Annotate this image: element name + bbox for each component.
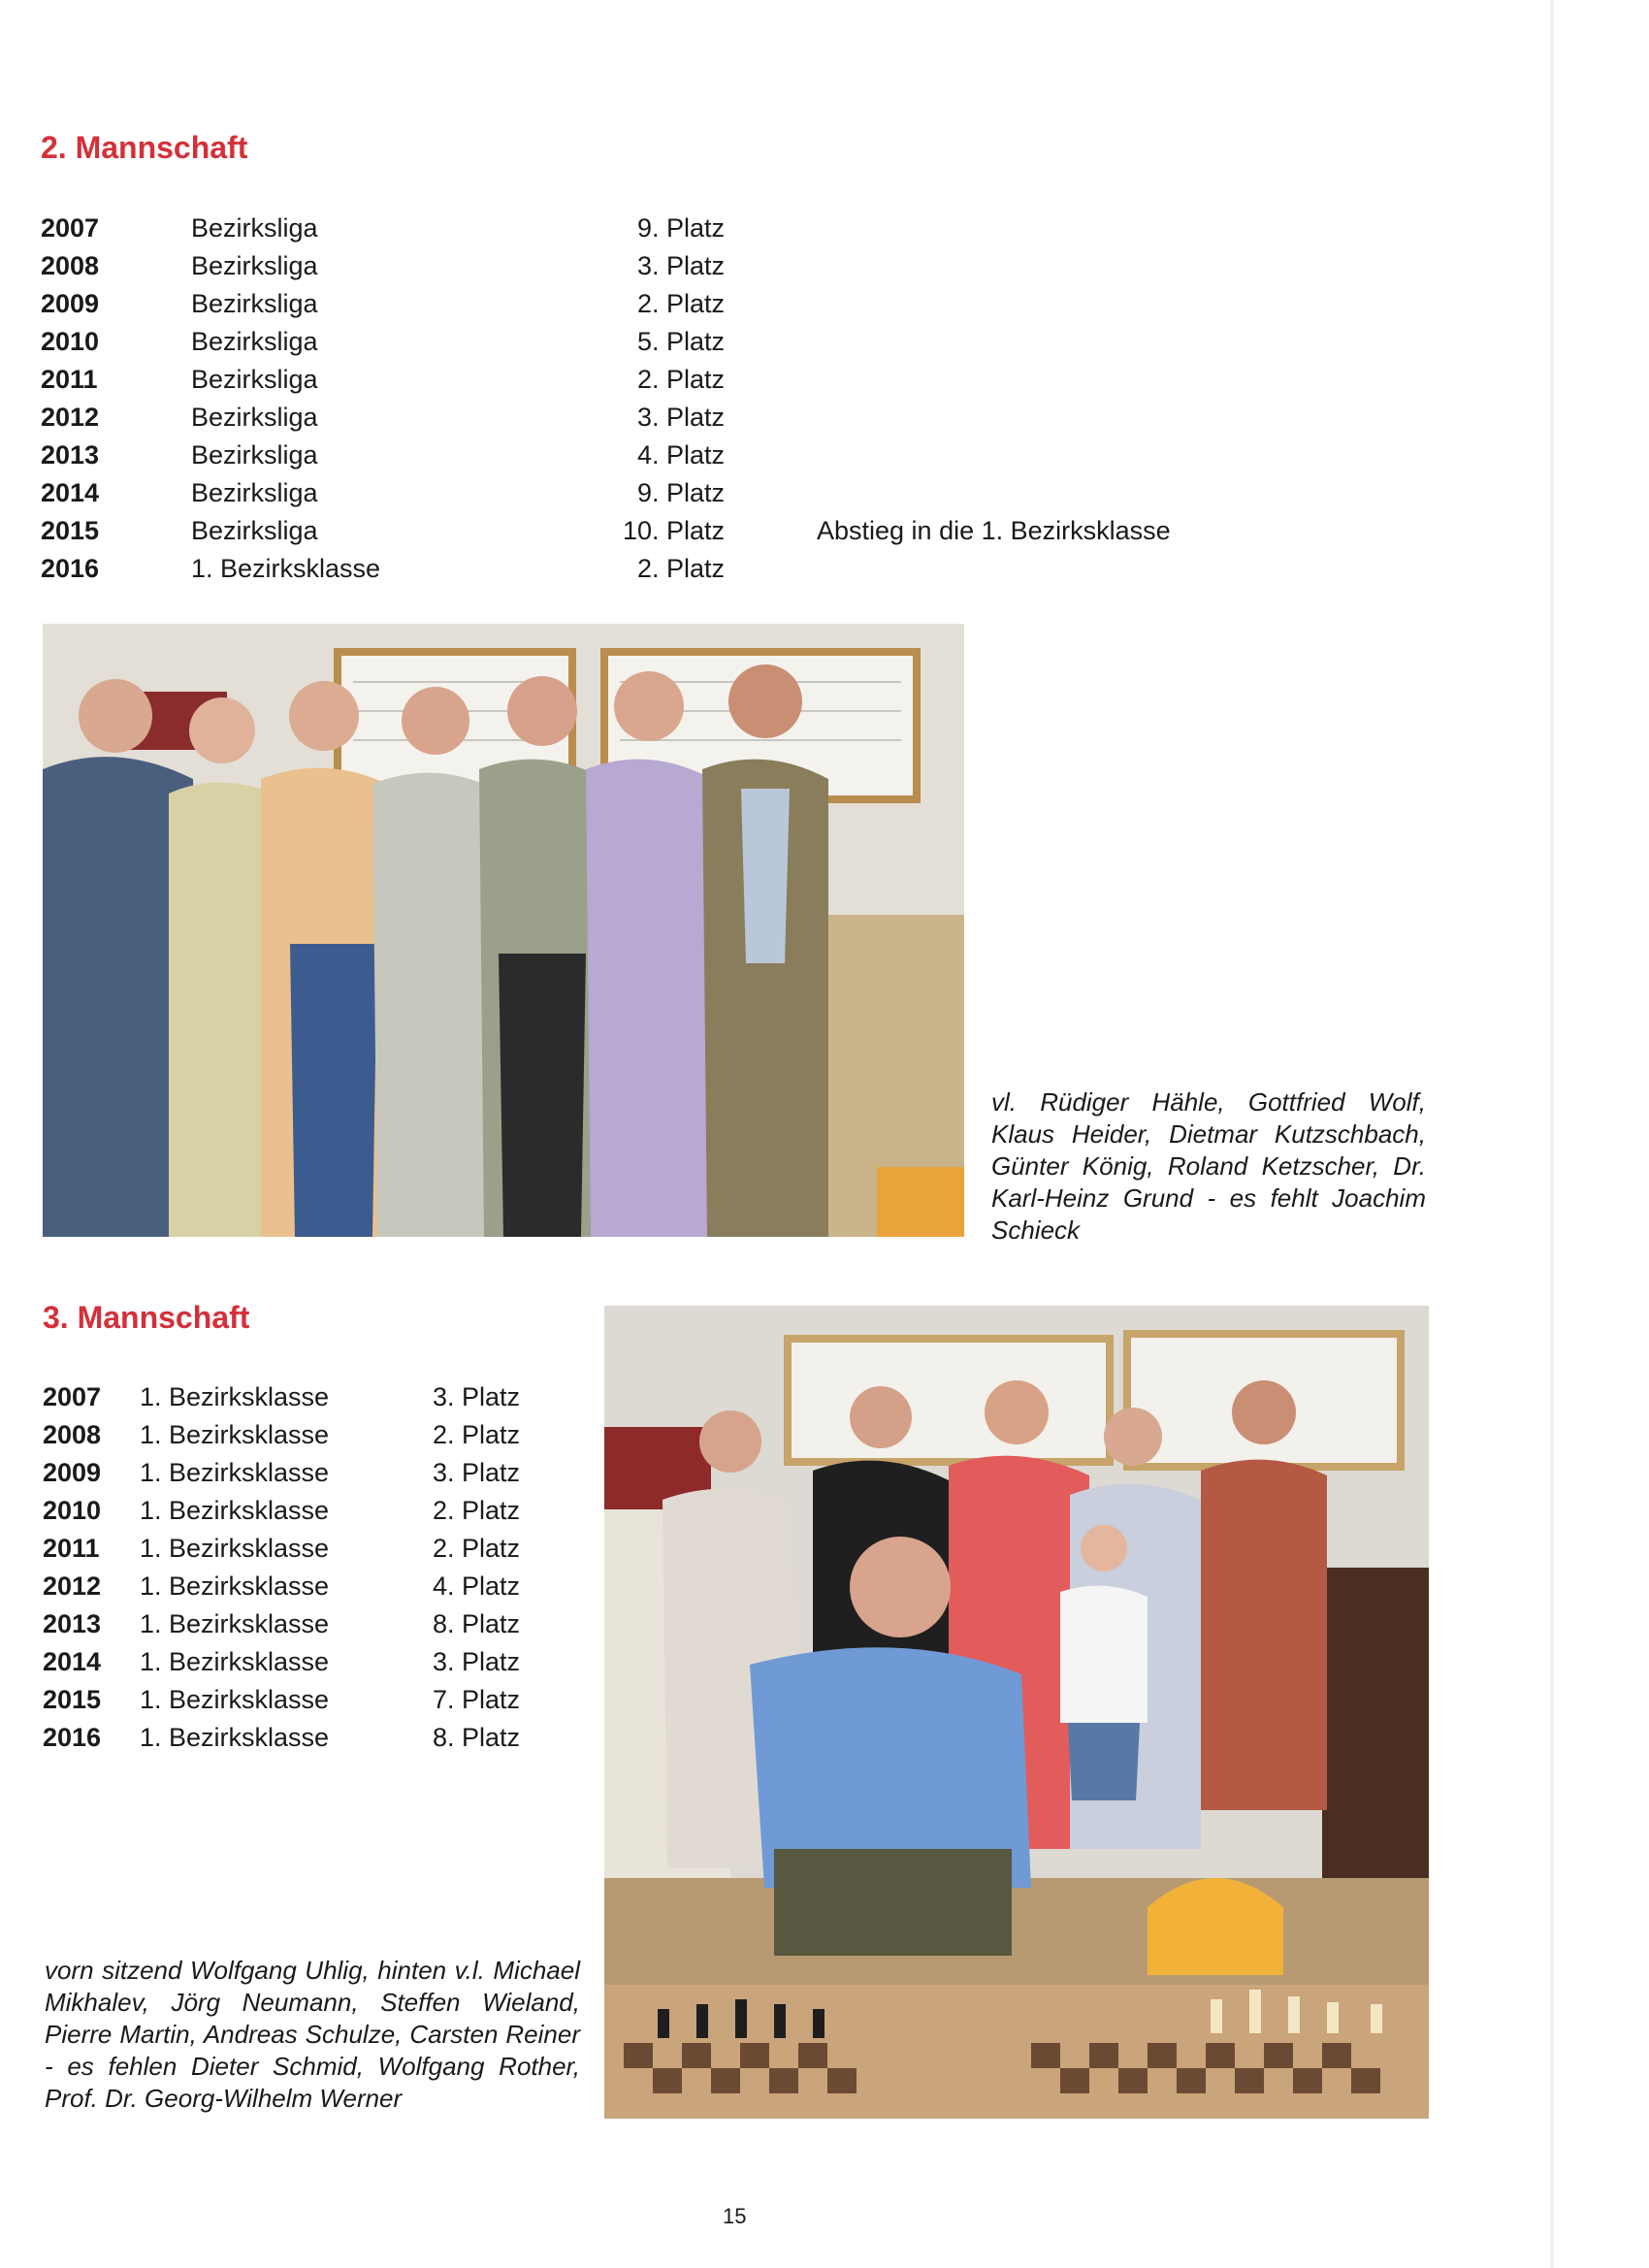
team3-row [43,1681,520,1719]
team3-row [43,1454,520,1492]
team2-year-cell: 2010 [41,327,100,356]
team2-results-table [41,210,1578,588]
team3-place-cell: 7. Platz [432,1685,520,1714]
team3-year-cell: 2009 [43,1458,102,1487]
team3-place-cell: 2. Platz [432,1420,520,1449]
team2-note-cell [725,474,1171,512]
team3-league-cell: 1. Bezirksklasse [140,1571,330,1601]
team3-league-cell: 1. Bezirksklasse [140,1609,330,1638]
team2-year-cell: 2007 [41,213,100,243]
team2-league-cell: Bezirksliga [191,213,318,243]
team3-row [43,1568,520,1605]
team3-results-table [43,1378,520,1757]
team3-place-cell: 2. Platz [432,1534,520,1563]
team3-year-cell: 2008 [43,1420,102,1449]
team2-heading: 2. Mannschaft [41,130,248,165]
team2-place-cell: 10. Platz [622,516,725,545]
team2-league-cell: Bezirksliga [191,327,318,356]
team2-row [41,285,1578,323]
team2-year-cell: 2008 [41,251,100,280]
team3-row [43,1416,520,1454]
team2-row [41,512,1578,550]
team3-place-cell: 8. Platz [432,1723,520,1752]
team3-league-cell: 1. Bezirksklasse [140,1647,330,1676]
team2-year-cell: 2012 [41,403,100,432]
team3-row [43,1719,520,1757]
team3-place-cell: 8. Platz [432,1609,520,1638]
team3-league-cell: 1. Bezirksklasse [140,1496,330,1525]
team3-photo [604,1306,1429,2119]
team2-league-cell: Bezirksliga [191,478,318,507]
team2-place-cell: 3. Platz [636,251,725,280]
team2-row [41,361,1578,399]
team3-row [43,1605,520,1643]
team2-year-cell: 2013 [41,440,100,470]
team2-note-cell: Abstieg in die 1. Bezirksklasse [817,516,1171,545]
team3-year-cell: 2016 [43,1723,102,1752]
team2-row [41,550,1578,588]
team2-place-cell: 9. Platz [636,478,725,507]
team2-league-cell: 1. Bezirksklasse [191,554,381,583]
team2-league-cell: Bezirksliga [191,251,318,280]
team2-row [41,437,1578,474]
team3-league-cell: 1. Bezirksklasse [140,1534,330,1563]
team2-league-cell: Bezirksliga [191,403,318,432]
team2-note-cell [725,285,1171,323]
team3-row [43,1492,520,1530]
team2-place-cell: 4. Platz [636,440,725,470]
team3-place-cell: 3. Platz [432,1382,520,1411]
team3-row [43,1530,520,1568]
team2-league-cell: Bezirksliga [191,365,318,394]
team3-place-cell: 3. Platz [432,1458,520,1487]
team2-note-cell [725,399,1171,437]
team3-league-cell: 1. Bezirksklasse [140,1420,330,1449]
team2-place-cell: 9. Platz [636,213,725,243]
team2-row [41,210,1578,247]
team2-caption: vl. Rüdiger Hähle, Gottfried Wolf, Klaus Heider, Dietmar Kutzschbach, Günter König, Roland Ketzscher, Dr. Karl-Heinz Grund - es fehlt Joachim Schieck [991,1087,1426,1245]
team2-photo [43,624,964,1237]
team2-league-cell: Bezirksliga [191,289,318,318]
team3-heading: 3. Mannschaft [43,1300,250,1335]
team2-year-cell: 2011 [41,365,98,394]
team2-year-cell: 2016 [41,554,100,583]
team3-year-cell: 2010 [43,1496,102,1525]
team2-note-cell [725,210,1171,247]
team3-league-cell: 1. Bezirksklasse [140,1685,330,1714]
team3-year-cell: 2012 [43,1571,102,1601]
team2-year-cell: 2014 [41,478,100,507]
team3-caption: vorn sitzend Wolfgang Uhlig, hinten v.l. Michael Mikhalev, Jörg Neumann, Steffen Wieland, Pierre Martin, Andreas Schulze, Carsten Reiner - es fehlen Dieter Schmid, Wolfgang Rother, Prof. Dr. Georg-Wilhelm Werner [45,1956,580,2113]
team3-place-cell: 3. Platz [432,1647,520,1676]
team2-row [41,247,1578,285]
team3-year-cell: 2014 [43,1647,102,1676]
team3-year-cell: 2015 [43,1685,102,1714]
page-number: 15 [723,2204,747,2228]
team2-year-cell: 2009 [41,289,100,318]
team3-year-cell: 2007 [43,1382,102,1411]
team3-league-cell: 1. Bezirksklasse [140,1458,330,1487]
team2-photo-image [43,624,964,1237]
team3-place-cell: 2. Platz [432,1496,520,1525]
team3-league-cell: 1. Bezirksklasse [140,1382,330,1411]
team2-row [41,474,1578,512]
team2-row [41,399,1578,437]
team2-place-cell: 2. Platz [636,289,725,318]
team2-note-cell [725,247,1171,285]
team3-place-cell: 4. Platz [432,1571,520,1601]
team2-row [41,323,1578,361]
team2-note-cell [725,550,1171,588]
team3-row [43,1643,520,1681]
team3-league-cell: 1. Bezirksklasse [140,1723,330,1752]
team2-note-cell [725,323,1171,361]
team2-place-cell: 5. Platz [636,327,725,356]
team3-photo-image [604,1306,1429,2119]
team2-year-cell: 2015 [41,516,100,545]
team2-note-cell [725,437,1171,474]
team3-row [43,1378,520,1416]
team3-year-cell: 2013 [43,1609,102,1638]
team2-league-cell: Bezirksliga [191,440,318,470]
team2-place-cell: 3. Platz [636,403,725,432]
team3-year-cell: 2011 [43,1534,100,1563]
team2-place-cell: 2. Platz [636,554,725,583]
team2-place-cell: 2. Platz [636,365,725,394]
team2-note-cell [725,361,1171,399]
team2-league-cell: Bezirksliga [191,516,318,545]
